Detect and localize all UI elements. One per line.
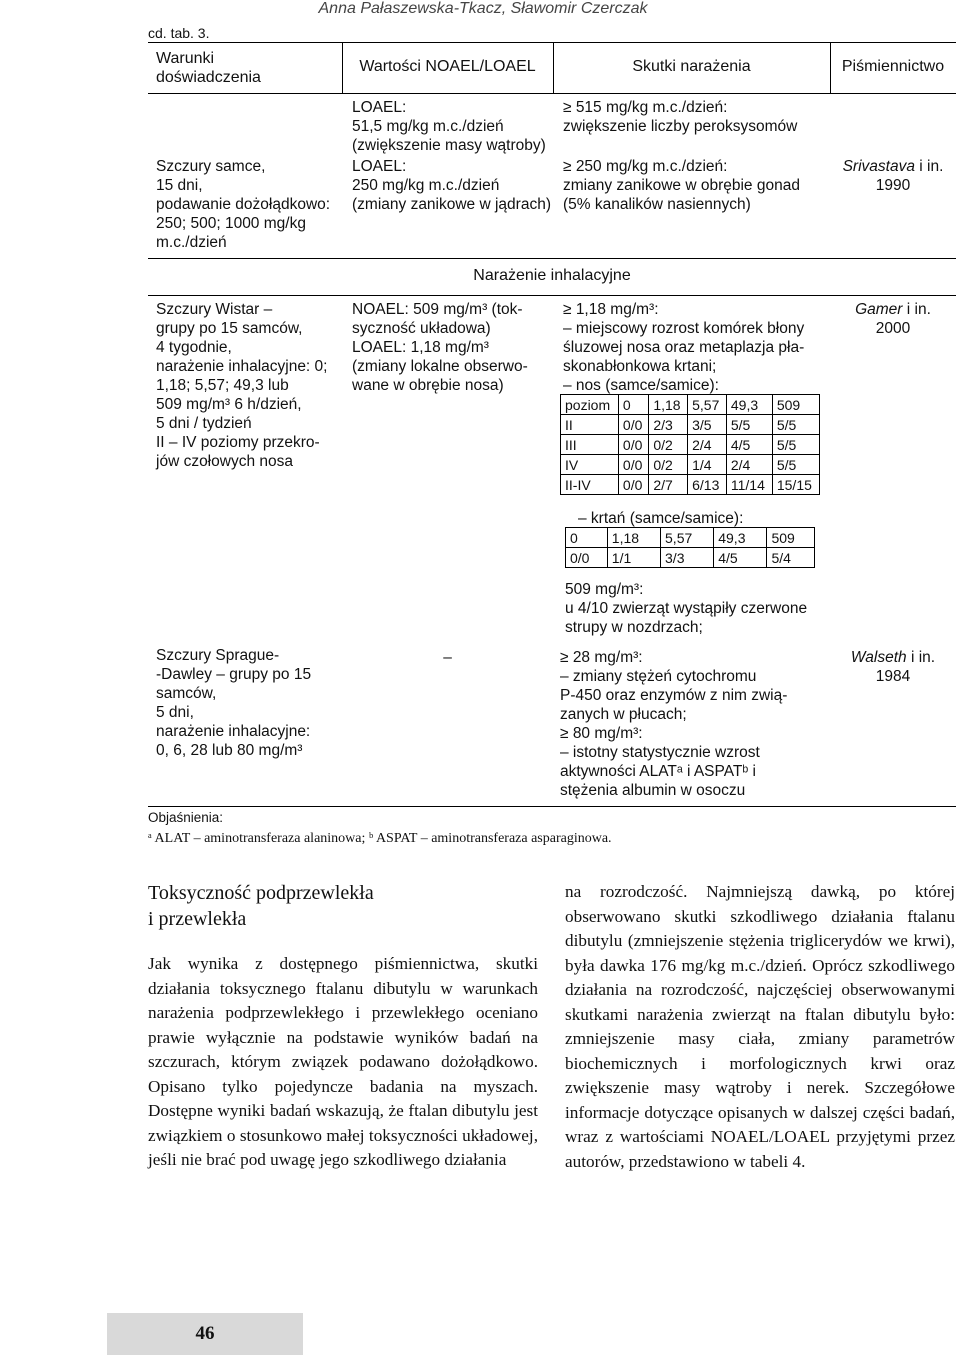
table-cell: 5/5 bbox=[772, 435, 819, 455]
table-cell: IV bbox=[561, 455, 619, 475]
table-row bbox=[561, 475, 820, 495]
table-cell: 4/5 bbox=[726, 435, 772, 455]
table-cell: 5/5 bbox=[726, 415, 772, 435]
table-cell: II bbox=[561, 415, 619, 435]
table-cell: 509 bbox=[767, 528, 815, 548]
row2-conditions: Szczury Wistar – grupy po 15 samców, 4 tygodnie, narażenie inhalacyjne: 0; 1,18; 5,57; 49,3 lub 509 mg/m³ 6 h/dzień, 5 dni / tydzień II – IV poziomy przekro- jów czołowych nosa bbox=[156, 301, 328, 470]
table-cell: 5/5 bbox=[772, 415, 819, 435]
row3-conditions: Szczury Sprague- -Dawley – grupy po 15 samców, 5 dni, narażenie inhalacyjne: 0, 6, 28 lub 80 mg/m³ bbox=[156, 647, 312, 759]
section-heading: Toksyczność podprzewlekła i przewlekła bbox=[148, 882, 374, 930]
table-cell: 3/3 bbox=[661, 548, 714, 568]
column-header-conditions: Warunki doświadczenia bbox=[156, 50, 261, 86]
row3-reference bbox=[830, 648, 956, 686]
table-row bbox=[561, 455, 820, 475]
table-cell: 0/2 bbox=[649, 435, 688, 455]
table-row bbox=[561, 435, 820, 455]
page-header: Anna Pałaszewska-Tkacz, Sławomir Czerczak bbox=[318, 0, 648, 17]
notes-text: ᵃ ALAT – aminotransferaza alaninowa; ᵇ ASPAT – aminotransferaza asparaginowa. bbox=[148, 831, 612, 846]
table-cell: 2/4 bbox=[726, 455, 772, 475]
row2-reference-author: Gamer bbox=[855, 301, 903, 318]
section-inhalation: Narażenie inhalacyjne bbox=[473, 267, 631, 284]
row2-effects-intro: ≥ 1,18 mg/m³: – miejscowy rozrost komórek błony śluzowej nosa oraz metaplazja pła- skonabłonkowa krtani; – nos (samce/samice): bbox=[563, 301, 805, 394]
table-cell: 15/15 bbox=[772, 475, 819, 495]
row2-values: NOAEL: 509 mg/m³ (tok- syczność układowa) LOAEL: 1,18 mg/m³ (zmiany lokalne obserwo- wane w obrębie nosa) bbox=[352, 301, 528, 394]
table-cell: 2/7 bbox=[649, 475, 688, 495]
continuation-label: cd. tab. 3. bbox=[148, 25, 210, 41]
page-number: 46 bbox=[195, 1323, 215, 1344]
row1-values-a: LOAEL: 51,5 mg/kg m.c./dzień (zwiększenie masy wątroby) bbox=[352, 99, 546, 154]
row2-larynx-label: – krtań (samce/samice): bbox=[578, 510, 744, 527]
table-cell: 0/0 bbox=[618, 415, 648, 435]
table-cell: 11/14 bbox=[726, 475, 772, 495]
row2-effects-509: 509 mg/m³: u 4/10 zwierząt wystąpiły czerwone strupy w nozdrzach; bbox=[565, 581, 808, 636]
row1-reference-author: Srivastava bbox=[842, 158, 915, 175]
table-cell: 5/5 bbox=[772, 455, 819, 475]
table-cell: II-IV bbox=[561, 475, 619, 495]
row2-reference bbox=[830, 300, 956, 338]
row1-effects-a: ≥ 515 mg/kg m.c./dzień: zwiększenie liczby peroksysomów bbox=[563, 99, 798, 135]
row1-conditions: Szczury samce, 15 dni, podawanie dożołądkowo: 250; 500; 1000 mg/kg m.c./dzień bbox=[156, 158, 331, 251]
table-cell: 1,18 bbox=[607, 528, 660, 548]
table-cell: poziom bbox=[561, 395, 619, 415]
table-bottom-rule bbox=[148, 806, 956, 807]
table-cell: 509 bbox=[772, 395, 819, 415]
table-cell: 5,57 bbox=[661, 528, 714, 548]
column-header-effects: Skutki narażenia bbox=[632, 58, 751, 75]
table-cell: 3/5 bbox=[688, 415, 727, 435]
column-header-values: Wartości NOAEL/LOAEL bbox=[359, 58, 536, 75]
notes-label: Objaśnienia: bbox=[148, 810, 224, 825]
table-cell: 1,18 bbox=[649, 395, 688, 415]
table-cell: III bbox=[561, 435, 619, 455]
body-column-right: na rozrodczość. Najmniejszą dawką, po której obserwowano skutki szkodliwego działania ftalanu dibutylu (zmniejszenie stężenia triglicerydów we krwi), była dawka 176 mg/kg m.c./dzień. Oprócz szkodliwego działania na rozrodczość, najczęściej obserwowanymi skutkami narażenia zwierząt na ftalan dibutylu było: zmniejszenie masy ciała, zmiany parametrów biochemicznych i morfologicznych krwi oraz zwiększenie masy wątroby i nerek. Szczegółowe informacje dotyczące opisanych w dalszej części badań, wraz z wartościami NOAEL/LOAEL przyjętymi przez autorów, przedstawiono w tabeli 4. bbox=[565, 882, 955, 1171]
row1-reference-rest: i in. 1990 bbox=[875, 158, 944, 194]
table-cell: 6/13 bbox=[688, 475, 727, 495]
table-row bbox=[561, 395, 820, 415]
row1-effects-b: ≥ 250 mg/kg m.c./dzień: zmiany zanikowe w obrębie gonad (5% kanalików nasiennych) bbox=[563, 158, 800, 213]
row1-values-b: LOAEL: 250 mg/kg m.c./dzień (zmiany zanikowe w jądrach) bbox=[352, 158, 551, 213]
table-cell: 1/1 bbox=[607, 548, 660, 568]
table-row bbox=[566, 548, 815, 568]
table-cell: 2/4 bbox=[688, 435, 727, 455]
table-cell: 4/5 bbox=[714, 548, 767, 568]
table-cell: 0 bbox=[566, 528, 608, 548]
table-cell: 0/0 bbox=[618, 435, 648, 455]
table-cell: 5,57 bbox=[688, 395, 727, 415]
column-header-references: Piśmiennictwo bbox=[841, 58, 945, 75]
body-column-left: Jak wynika z dostępnego piśmiennictwa, skutki działania toksycznego ftalanu dibutylu w warunkach narażenia podprzewlekłego i przewlekłego oceniano prawie wyłącznie na podstawie wyników badań na szczurach, którym związek podawano dożołądkowo. Opisano tylko pojedyncze badania na myszach. Dostępne wyniki badań wskazują, że ftalan dibutylu jest związkiem o stosunkowo małej toksyczności układowej, jeśli nie brać pod uwagę jego szkodliwego działania bbox=[148, 954, 538, 1169]
table-cell: 0 bbox=[618, 395, 648, 415]
table-cell: 2/3 bbox=[649, 415, 688, 435]
table-cell: 5/4 bbox=[767, 548, 815, 568]
row2-reference-rest: i in. 2000 bbox=[875, 301, 931, 337]
table-cell: 0/2 bbox=[649, 455, 688, 475]
table-cell: 49,3 bbox=[726, 395, 772, 415]
table-cell: 1/4 bbox=[688, 455, 727, 475]
row3-reference-rest: i in. 1984 bbox=[875, 649, 936, 685]
row3-values: – bbox=[443, 649, 452, 666]
row3-reference-author: Walseth bbox=[850, 649, 907, 666]
table-cell: 0/0 bbox=[618, 475, 648, 495]
row1-reference bbox=[830, 157, 956, 195]
row3-effects: ≥ 28 mg/m³: – zmiany stężeń cytochromu P-450 oraz enzymów z nim zwią- zanych w płucach; ≥ 80 mg/m³: – istotny statystycznie wzrost aktywności ALATᵃ i ASPATᵇ i stężenia albumin w osoczu bbox=[560, 649, 788, 799]
table-row bbox=[566, 528, 815, 548]
table-cell: 0/0 bbox=[566, 548, 608, 568]
larynx-lesion-table bbox=[565, 527, 815, 568]
table-cell: 0/0 bbox=[618, 455, 648, 475]
table-row bbox=[561, 415, 820, 435]
table-cell: 49,3 bbox=[714, 528, 767, 548]
nose-lesion-table bbox=[560, 394, 820, 495]
